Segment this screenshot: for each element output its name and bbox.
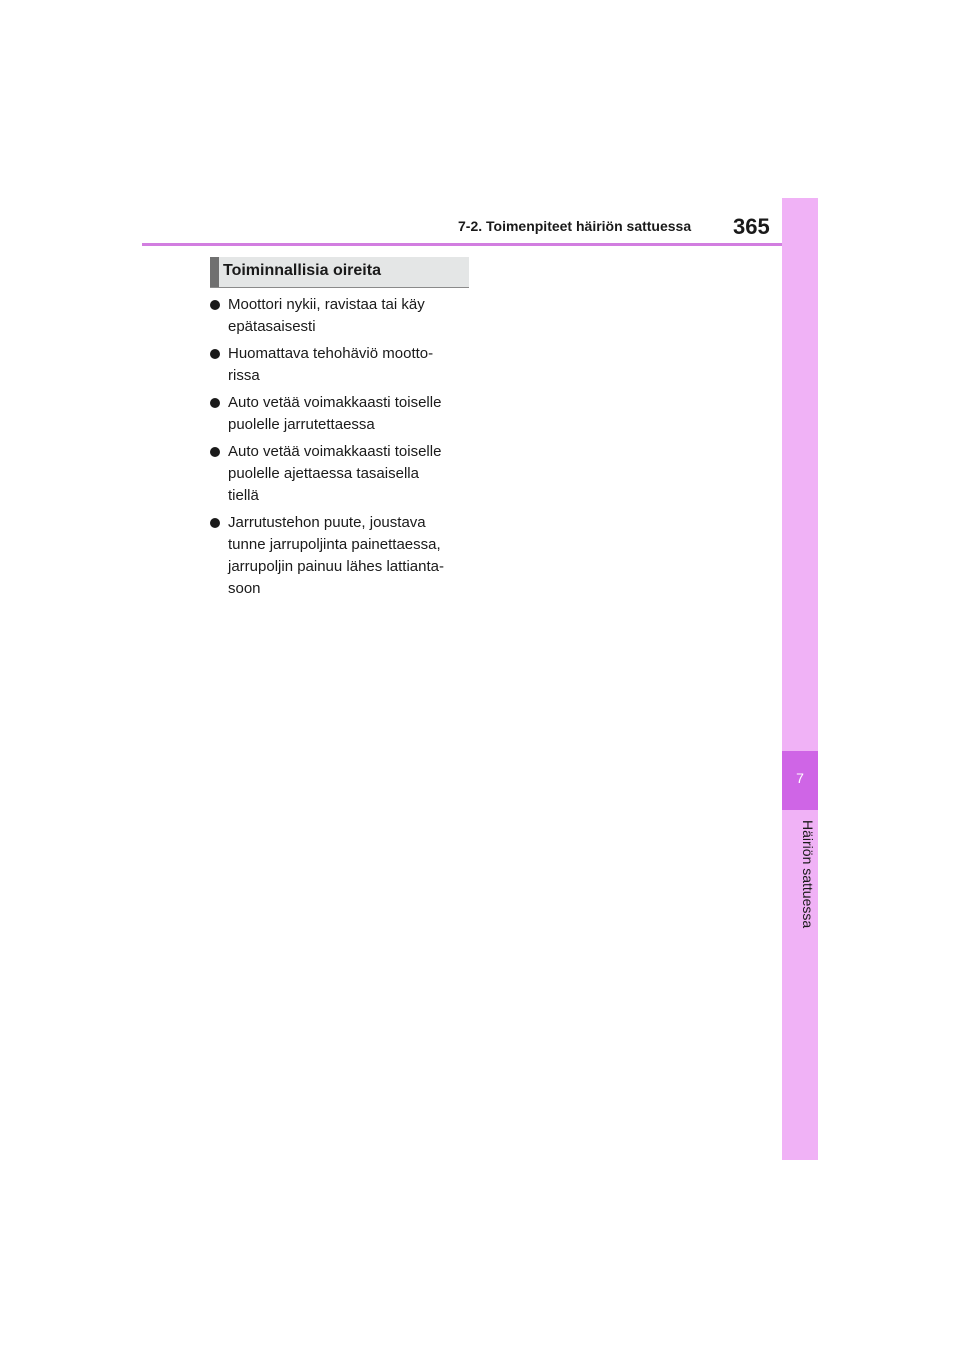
bullet-icon — [210, 518, 220, 528]
symptom-text-line: tunne jarrupoljinta painettaessa, — [228, 536, 441, 553]
bullet-icon — [210, 398, 220, 408]
symptom-text-line: Auto vetää voimakkaasti toiselle — [228, 443, 442, 460]
list-item — [210, 441, 472, 507]
symptom-text-line: Auto vetää voimakkaasti toiselle — [228, 394, 442, 411]
list-item — [210, 512, 472, 600]
list-item — [210, 343, 472, 387]
symptom-text-line: puolelle jarrutettaessa — [228, 416, 375, 433]
symptom-text-line: tiellä — [228, 487, 259, 504]
header-section-title: 7-2. Toimenpiteet häiriön sattuessa — [458, 218, 692, 234]
section-heading-text: Toiminnallisia oireita — [223, 262, 381, 279]
list-item — [210, 392, 472, 436]
page-number: 365 — [733, 214, 770, 239]
symptom-text-line: rissa — [228, 367, 260, 384]
bullet-icon — [210, 300, 220, 310]
section-heading — [210, 257, 469, 288]
header-divider — [142, 243, 782, 246]
symptom-text-line: Jarrutustehon puute, joustava — [228, 514, 426, 531]
bullet-icon — [210, 349, 220, 359]
symptom-text-line: puolelle ajettaessa tasaisella — [228, 465, 419, 482]
symptom-text-line: jarrupoljin painuu lähes lattianta- — [228, 558, 444, 575]
symptom-text-line: soon — [228, 580, 261, 597]
list-item — [210, 294, 472, 338]
chapter-side-tab — [782, 198, 818, 1160]
section-heading-bar — [210, 257, 219, 287]
symptom-text-line: epätasaisesti — [228, 318, 316, 335]
symptom-text-line: Moottori nykii, ravistaa tai käy — [228, 296, 425, 313]
symptom-text-line: Huomattava tehohäviö mootto- — [228, 345, 434, 362]
chapter-title: Häiriön sattuessa — [800, 820, 816, 929]
symptom-list — [210, 294, 472, 605]
chapter-number: 7 — [796, 770, 804, 786]
bullet-icon — [210, 447, 220, 457]
